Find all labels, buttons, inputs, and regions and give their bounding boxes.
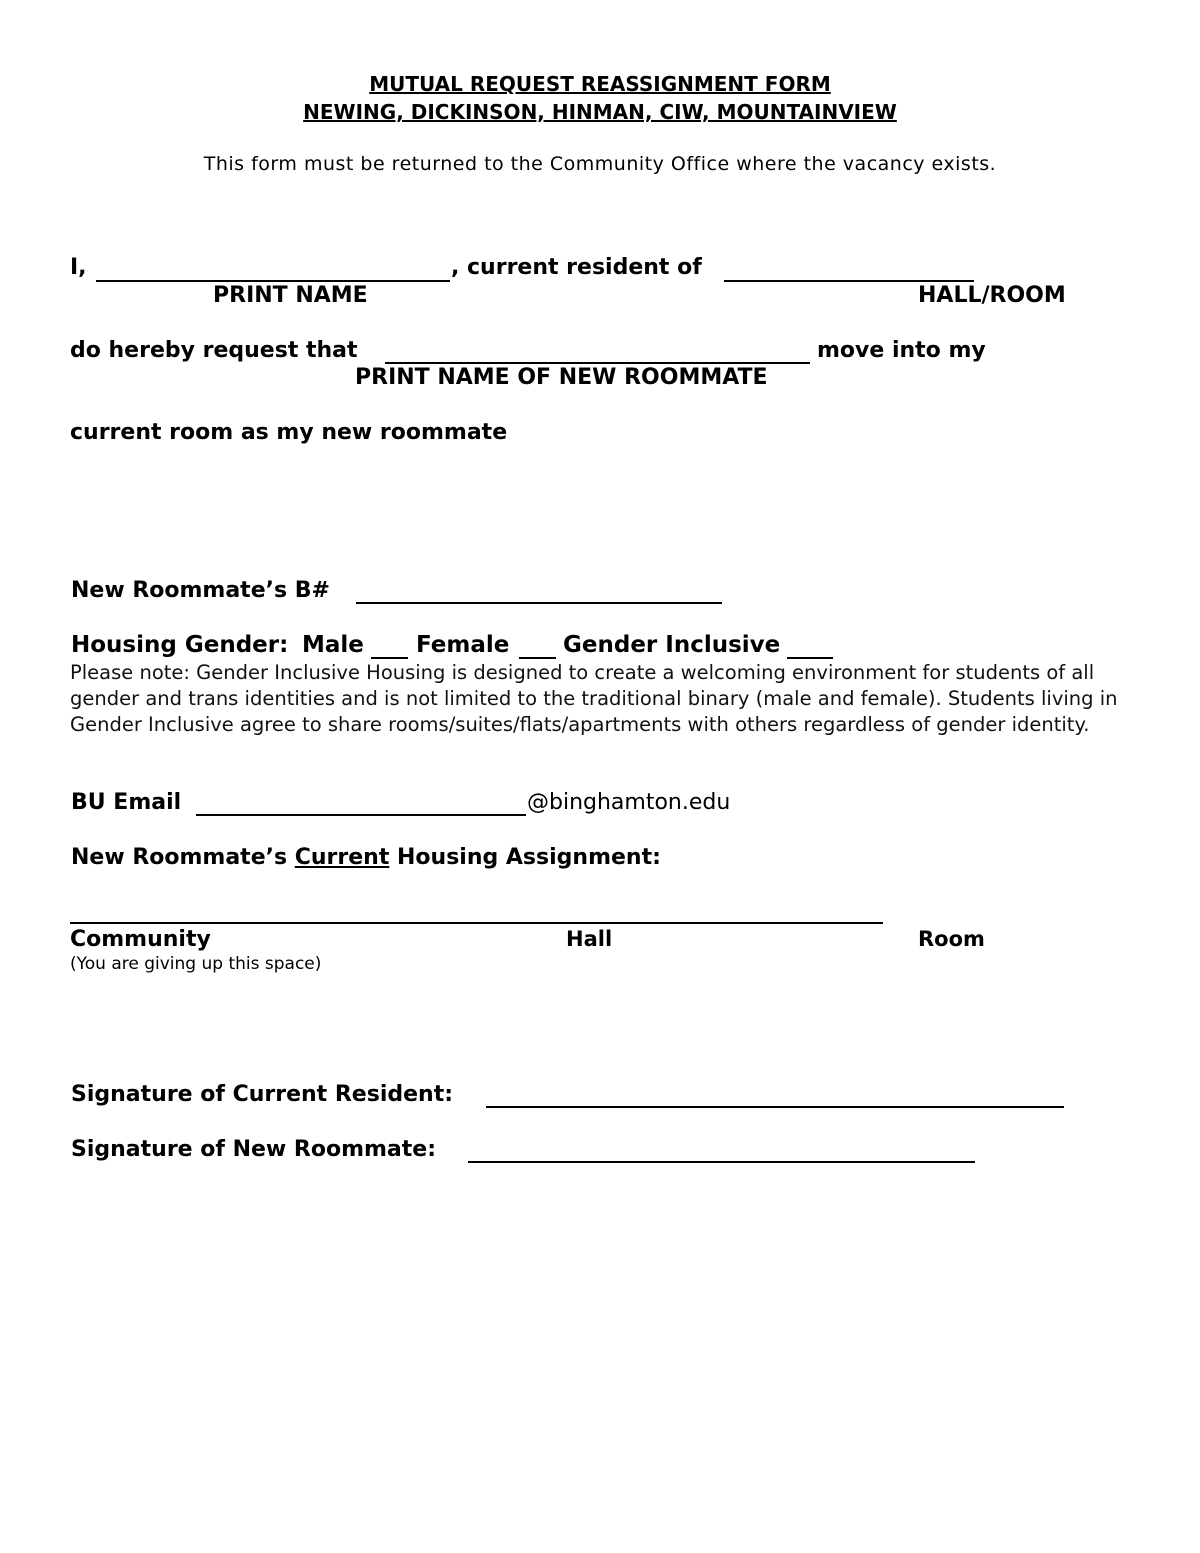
- request-prefix: do hereby request that: [70, 338, 358, 363]
- bnumber-field[interactable]: [356, 602, 722, 604]
- signature-current-field[interactable]: [486, 1106, 1064, 1108]
- assignment-heading-current: Current: [294, 845, 390, 870]
- email-label: BU Email: [71, 790, 182, 815]
- new-roommate-name-field[interactable]: [385, 362, 810, 364]
- print-name-label: PRINT NAME: [213, 283, 368, 308]
- gender-female-field[interactable]: [519, 657, 556, 659]
- gender-inclusive-label: Gender Inclusive: [563, 632, 781, 658]
- request-continuation: current room as my new roommate: [70, 420, 508, 445]
- new-roommate-name-label: PRINT NAME OF NEW ROOMMATE: [355, 365, 768, 390]
- resident-middle: , current resident of: [451, 255, 702, 280]
- email-domain: @binghamton.edu: [527, 790, 731, 815]
- print-name-field[interactable]: [96, 280, 450, 282]
- instruction-text: This form must be returned to the Community Office where the vacancy exists.: [203, 153, 997, 175]
- hall-room-label: HALL/ROOM: [918, 283, 1066, 308]
- hall-label: Hall: [566, 927, 613, 951]
- resident-prefix: I,: [70, 255, 87, 280]
- request-suffix: move into my: [817, 338, 986, 363]
- form-title: MUTUAL REQUEST REASSIGNMENT FORM: [369, 72, 831, 96]
- gender-label: Housing Gender:: [71, 632, 289, 658]
- assignment-heading-suffix: Housing Assignment:: [389, 845, 661, 870]
- assignment-heading-prefix: New Roommate’s: [71, 845, 295, 870]
- signature-new-label: Signature of New Roommate:: [71, 1137, 437, 1162]
- community-label: Community: [70, 927, 211, 952]
- assignment-field[interactable]: [70, 922, 883, 924]
- gender-note: Please note: Gender Inclusive Housing is designed to create a welcoming environment for students of all gender and trans identities and is not limited to the traditional binary (male and female). Students living in Gender Inclusive agree to share rooms/suites/flats/apartments with others regardless of gender identity.: [70, 661, 1118, 736]
- signature-current-label: Signature of Current Resident:: [71, 1082, 454, 1107]
- assignment-heading: [71, 845, 661, 870]
- gender-female-label: Female: [416, 632, 510, 658]
- bnumber-label: New Roommate’s B#: [71, 578, 330, 603]
- gender-male-field[interactable]: [371, 657, 408, 659]
- gender-male-label: Male: [302, 632, 364, 658]
- email-field[interactable]: [196, 814, 526, 816]
- gender-inclusive-field[interactable]: [787, 657, 833, 659]
- room-label: Room: [918, 927, 985, 951]
- form-subtitle: NEWING, DICKINSON, HINMAN, CIW, MOUNTAINVIEW: [303, 100, 897, 124]
- signature-new-field[interactable]: [468, 1161, 975, 1163]
- giving-up-note: (You are giving up this space): [70, 954, 322, 974]
- hall-room-field[interactable]: [724, 280, 974, 282]
